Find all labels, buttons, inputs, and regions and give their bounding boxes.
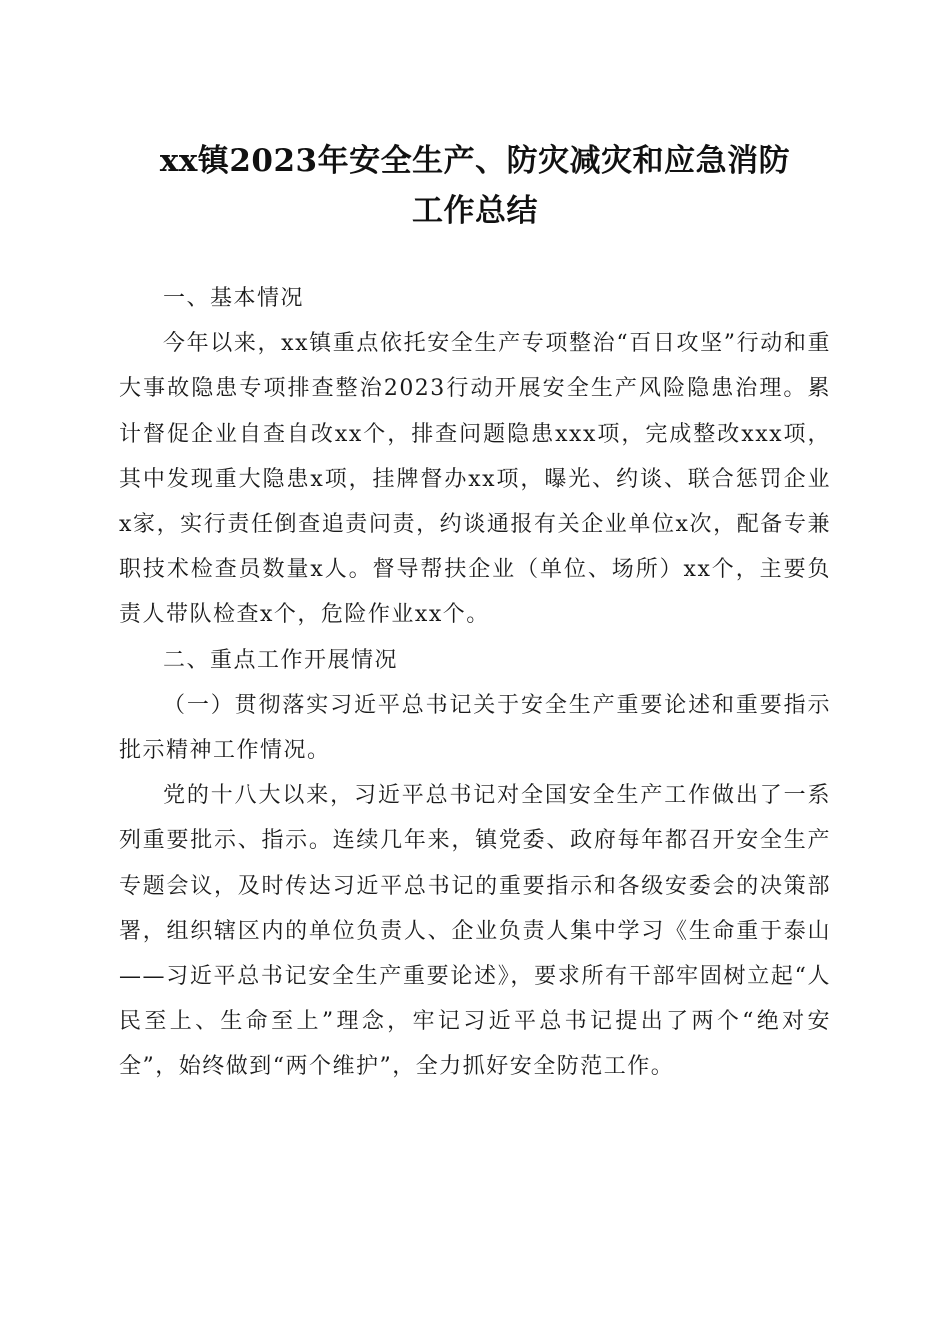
title-line-1: xx镇2023年安全生产、防灾减灾和应急消防 [159,143,791,179]
section-heading-basic: 一、基本情况 [163,286,305,311]
paragraph-basic-situation: 今年以来，xx镇重点依托安全生产专项整治“百日攻坚”行动和重大事故隐患专项排查整治2023行动开展安全生产风险隐患治理。累计督促企业自查自改xx个，排查问题隐患xxx项，完成整改xxx项，其中发现重大隐患x项，挂牌督办xx项，曝光、约谈、联合惩罚企业x家，实行责任倒查追责问责，约谈通报有关企业单位x次，配备专兼职技术检查员数量x人。督导帮扶企业（单位、场所）xx个，主要负责人带队检查x个，危险作业xx个。 [119,331,831,628]
subsection-heading-1: （一）贯彻落实习近平总书记关于安全生产重要论述和重要指示批示精神工作情况。 [119,692,831,764]
paragraph-key-work-1: 党的十八大以来，习近平总书记对全国安全生产工作做出了一系列重要批示、指示。连续几年来，镇党委、政府每年都召开安全生产专题会议，及时传达习近平总书记的重要指示和各级安委会的决策部署，组织辖区内的单位负责人、企业负责人集中学习《生命重于泰山——习近平总书记安全生产重要论述》，要求所有干部牢固树立起“人民至上、生命至上”理念，牢记习近平总书记提出了两个“绝对安全”，始终做到“两个维护”，全力抓好安全防范工作。 [119,783,831,1080]
section-heading-key-work: 二、重点工作开展情况 [163,647,399,673]
title-line-2: 工作总结 [412,193,538,229]
document-title [100,136,850,236]
document-body [119,276,831,1090]
